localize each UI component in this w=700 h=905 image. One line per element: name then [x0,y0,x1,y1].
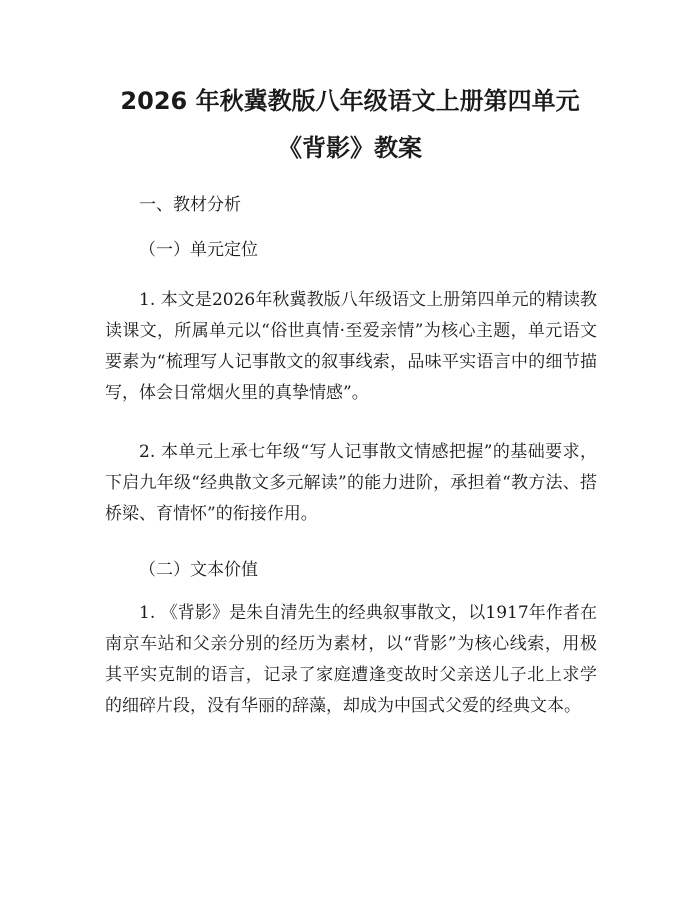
section-heading-textbook-analysis: 一、教材分析 [139,195,241,215]
paragraph-unit-theme: 1. 本文是2026年秋冀教版八年级语文上册第四单元的精读教读课文，所属单元以“俗世真情·至爱亲情”为核心主题，单元语文要素为“梳理写人记事散文的叙事线索，品味平实语言中的细节描写，体会日常烟火里的真挚情感”。 [105,290,597,403]
document-title-line-2: 《背影》教案 [278,134,422,162]
paragraph-text-value: 1. 《背影》是朱自清先生的经典叙事散文，以1917年作者在南京车站和父亲分别的经历为素材，以“背影”为核心线索，用极其平实克制的语言，记录了家庭遭逢变故时父亲送儿子北上求学的细碎片段，没有华丽的辞藻，却成为中国式父爱的经典文本。 [105,603,597,716]
subsection-heading-text-value: （二）文本价值 [139,560,258,580]
document-title-line-1: 2026 年秋冀教版八年级语文上册第四单元 [120,87,580,115]
paragraph-unit-bridge: 2. 本单元上承七年级“写人记事散文情感把握”的基础要求，下启九年级“经典散文多元解读”的能力进阶，承担着“教方法、搭桥梁、育情怀”的衔接作用。 [105,442,597,524]
subsection-heading-unit-position: （一）单元定位 [139,240,258,260]
